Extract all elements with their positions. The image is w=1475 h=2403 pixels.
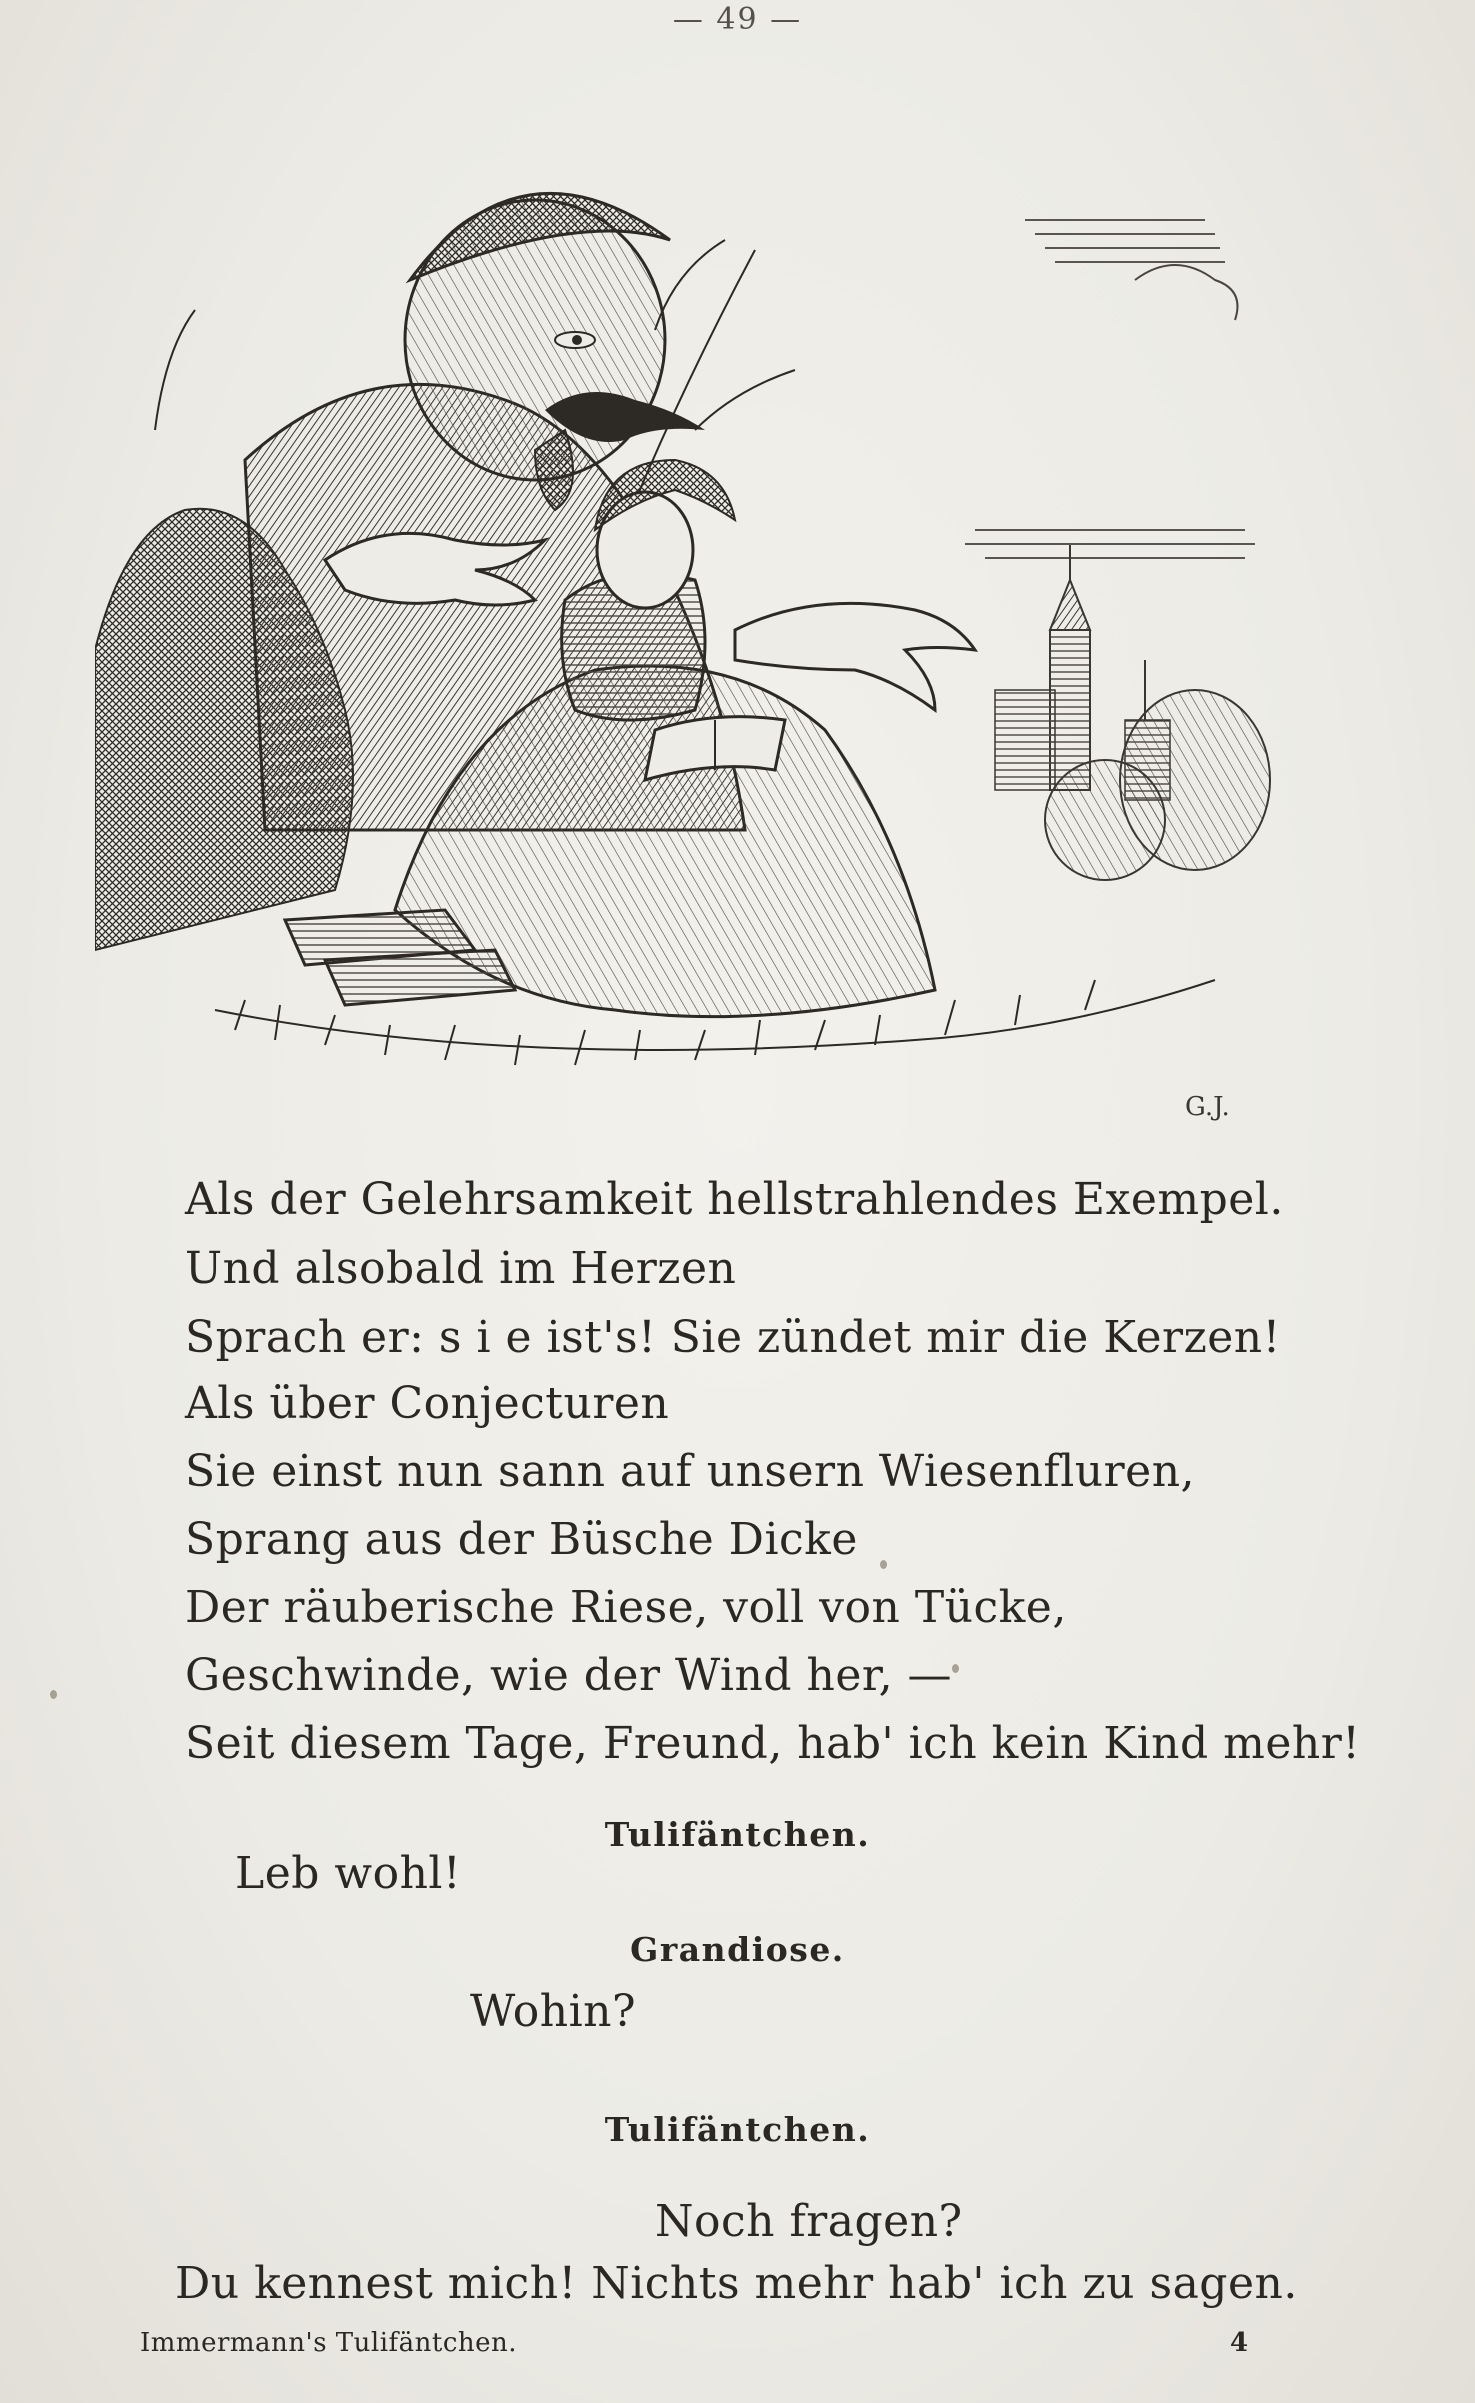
verse-line: Sprach er: s i e ist's! Sie zündet mir die Kerzen! <box>185 1312 1281 1363</box>
page-number: — 49 — <box>672 2 803 37</box>
speaker-heading: Tulifäntchen. <box>604 2110 871 2149</box>
speaker-heading: Tulifäntchen. <box>604 1815 871 1854</box>
footer-signature-mark: 4 <box>1230 2328 1249 2358</box>
verse-line: Sprang aus der Büsche Dicke <box>185 1514 858 1565</box>
sky-lines <box>965 220 1255 558</box>
verse-line: Der räuberische Riese, voll von Tücke, <box>185 1582 1067 1633</box>
verse-line: Leb wohl! <box>235 1848 462 1899</box>
verse-line: Sie einst nun sann auf unsern Wiesenfluren, <box>185 1446 1196 1497</box>
verse-line: Und alsobald im Herzen <box>185 1243 737 1294</box>
verse-line: Noch fragen? <box>655 2196 963 2247</box>
paper-spot <box>952 1664 959 1673</box>
speaker-heading: Grandiose. <box>630 1930 845 1969</box>
cloud <box>1135 265 1238 320</box>
paper-spot <box>50 1690 57 1699</box>
artist-signature: G.J. <box>1185 1092 1230 1122</box>
verse-line: Als der Gelehrsamkeit hellstrahlendes Exempel. <box>185 1174 1284 1225</box>
engraving-giant-and-reading-girl <box>95 130 1280 1140</box>
verse-line: Seit diesem Tage, Freund, hab' ich kein Kind mehr! <box>185 1718 1361 1769</box>
footer-book-title: Immermann's Tulifäntchen. <box>140 2328 518 2358</box>
verse-line: Geschwinde, wie der Wind her, — <box>185 1650 953 1701</box>
verse-line: Als über Conjecturen <box>185 1378 670 1429</box>
verse-line: Wohin? <box>470 1986 637 2037</box>
paper-spot <box>880 1560 887 1569</box>
verse-line: Du kennest mich! Nichts mehr hab' ich zu sagen. <box>175 2258 1298 2309</box>
